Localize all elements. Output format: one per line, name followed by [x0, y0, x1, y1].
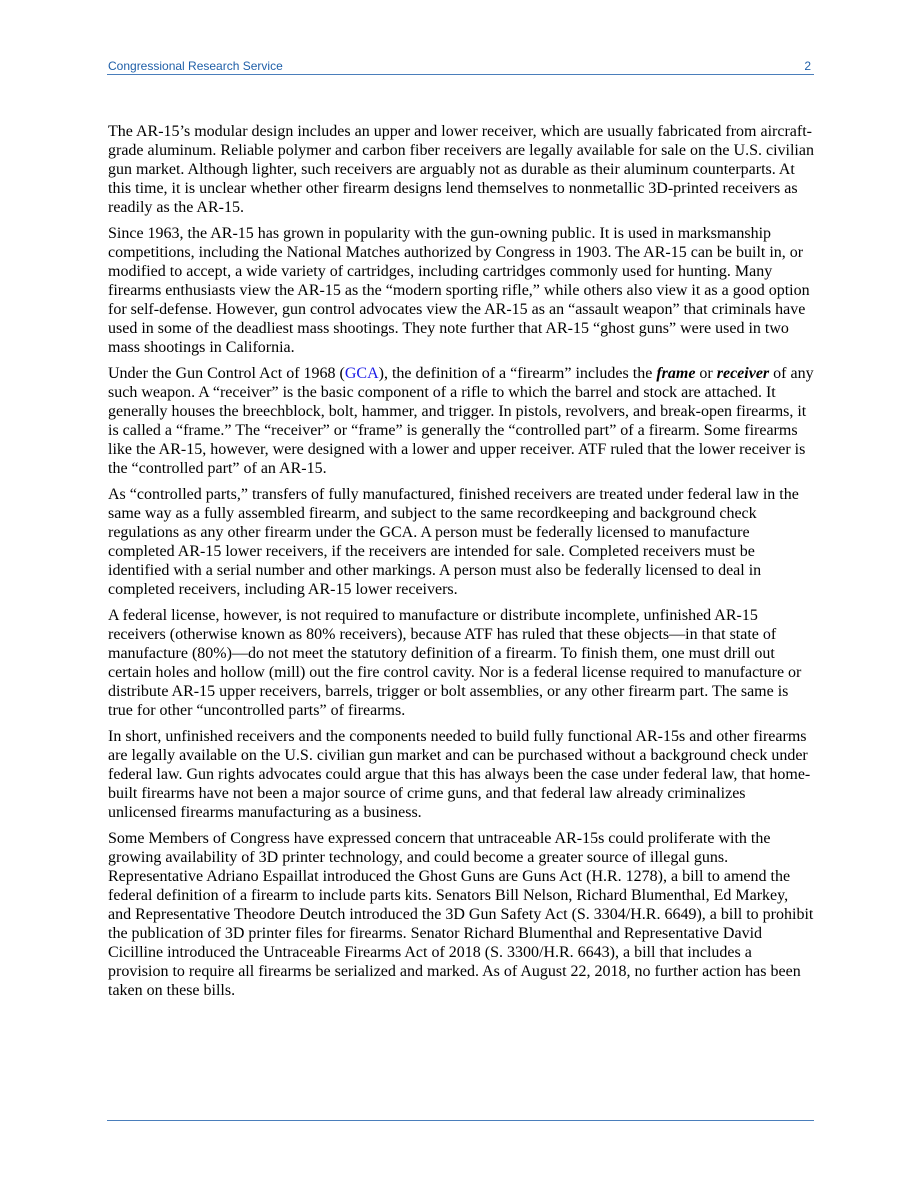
term-frame: frame: [656, 365, 696, 382]
paragraph-federal-license: A federal license, however, is not required to manufacture or distribute incomplete, unfinished AR-15 receivers (otherwise known as 80% receivers), because ATF has ruled that these objects—in that state of manufacture (80%)—do not meet the statutory definition of a firearm. To finish them, one must drill out certain holes and hollow (mill) out the fire control cavity. Nor is a federal license required to manufacture or distribute AR-15 upper receivers, barrels, trigger or bolt assemblies, or any other firearm part. The same is true for other “uncontrolled parts” of firearms.: [108, 607, 802, 719]
page-number: 2: [804, 59, 811, 73]
document-body: [108, 122, 814, 1007]
gca-link[interactable]: GCA: [344, 365, 379, 382]
paragraph-controlled-parts: As “controlled parts,” transfers of fully manufactured, finished receivers are treated under federal law in the same way as a fully assembled firearm, and subject to the same recordkeeping and background check regulations as any other firearm under the GCA. A person must be federally licensed to manufacture completed AR-15 lower receivers, if the receivers are intended for sale. Completed receivers must be identified with a serial number and other markings. A person must also be federally licensed to deal in completed receivers, including AR-15 lower receivers.: [108, 486, 799, 598]
header-organization: Congressional Research Service: [108, 59, 283, 73]
paragraph-gca-text-4: of any such weapon. A “receiver” is the basic component of a rifle to which the barrel and stock are attached. It generally houses the breechblock, bolt, hammer, and trigger. In pistols, revolvers, and break-open firearms, it is called a “frame.” The “receiver” or “frame” is generally the “controlled part” of a firearm. Some firearms like the AR-15, however, were designed with a lower and upper receiver. ATF ruled that the lower receiver is the “controlled part” of an AR-15.: [108, 365, 814, 477]
paragraph-gca-text-3: or: [695, 365, 717, 382]
paragraph-gca-text-2: ), the definition of a “firearm” includes the: [378, 365, 657, 382]
footer-divider: [107, 1120, 814, 1121]
paragraph-modular-design: The AR-15’s modular design includes an upper and lower receiver, which are usually fabricated from aircraft-grade aluminum. Reliable polymer and carbon fiber receivers are legally available for sale on the U.S. civilian gun market. Although lighter, such receivers are arguably not as durable as their aluminum counterparts. At this time, it is unclear whether other firearm designs lend themselves to nonmetallic 3D-printed receivers as readily as the AR-15.: [108, 123, 814, 216]
term-receiver: receiver: [716, 365, 770, 382]
paragraph-unfinished-receivers: In short, unfinished receivers and the components needed to build fully functional AR-15s and other firearms are legally available on the U.S. civilian gun market and can be purchased without a background check under federal law. Gun rights advocates could argue that this has always been the case under federal law, that home-built firearms have not been a major source of crime guns, and that federal law already criminalizes unlicensed firearms manufacturing as a business.: [108, 728, 811, 821]
page-header: [107, 58, 814, 75]
paragraph-gca-definition: [108, 364, 814, 478]
paragraph-congress-concern: Some Members of Congress have expressed concern that untraceable AR-15s could proliferate with the growing availability of 3D printer technology, and could become a greater source of illegal guns. Representative Adriano Espaillat introduced the Ghost Guns are Guns Act (H.R. 1278), a bill to amend the federal definition of a firearm to include parts kits. Senators Bill Nelson, Richard Blumenthal, Ed Markey, and Representative Theodore Deutch introduced the 3D Gun Safety Act (S. 3304/H.R. 6649), a bill to prohibit the publication of 3D printer files for firearms. Senator Richard Blumenthal and Representative David Cicilline introduced the Untraceable Firearms Act of 2018 (S. 3300/H.R. 6643), a bill that includes a provision to require all firearms be serialized and marked. As of August 22, 2018, no further action has been taken on these bills.: [108, 830, 814, 999]
paragraph-gca-text-1: Under the Gun Control Act of 1968 (: [108, 365, 345, 382]
paragraph-popularity: Since 1963, the AR-15 has grown in popularity with the gun-owning public. It is used in marksmanship competitions, including the National Matches authorized by Congress in 1903. The AR-15 can be built in, or modified to accept, a wide variety of cartridges, including cartridges commonly used for hunting. Many firearms enthusiasts view the AR-15 as the “modern sporting rifle,” while others also view it as a good option for self-defense. However, gun control advocates view the AR-15 as an “assault weapon” that criminals have used in some of the deadliest mass shootings. They note further that AR-15 “ghost guns” were used in two mass shootings in California.: [108, 225, 810, 356]
